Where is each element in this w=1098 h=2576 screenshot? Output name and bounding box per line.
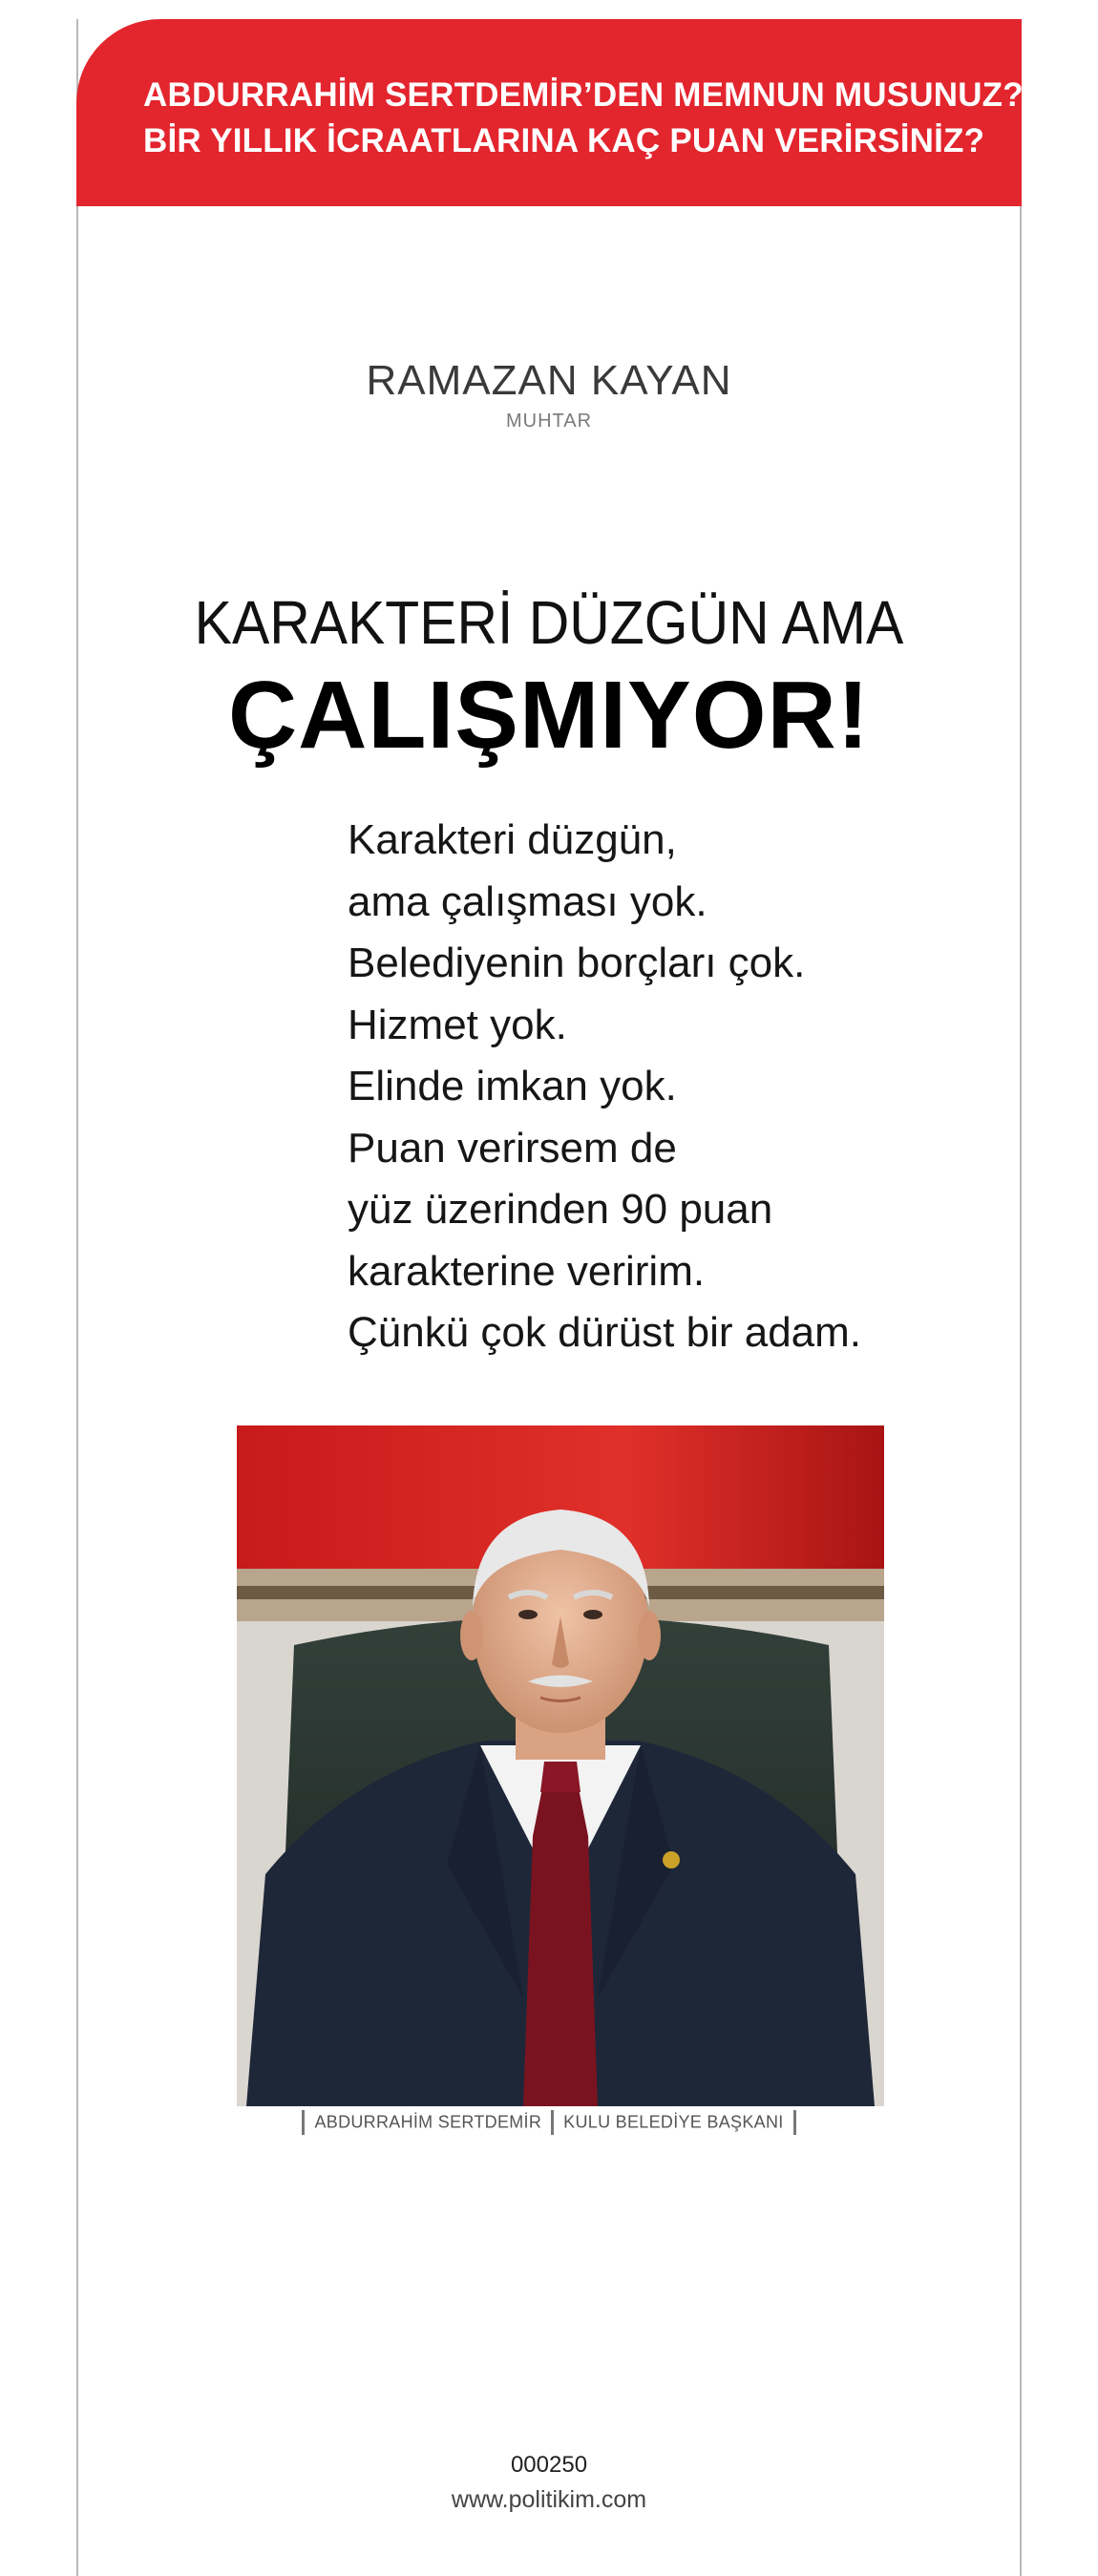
footer-url[interactable]: www.politikim.com xyxy=(451,2486,647,2513)
quote-line: Karakteri düzgün, xyxy=(348,816,677,863)
headline-line-1: KARAKTERİ DÜZGÜN AMA xyxy=(194,588,904,657)
author-role: MUHTAR xyxy=(505,411,593,432)
quote-line: yüz üzerinden 90 puan xyxy=(348,1186,773,1233)
header-banner xyxy=(76,19,1022,206)
headline-line-2: ÇALIŞMIYOR! xyxy=(227,662,871,769)
portrait-photo xyxy=(237,1425,884,2106)
header-line-2: BİR YILLIK İCRAATLARINA KAÇ PUAN VERİRSİNİZ? xyxy=(143,122,985,159)
portrait-illustration xyxy=(237,1425,884,2106)
quote-block xyxy=(348,810,959,1364)
footer-code: 000250 xyxy=(510,2452,588,2478)
author-name: RAMAZAN KAYAN xyxy=(366,357,732,404)
caption-name: ABDURRAHİM SERTDEMİR xyxy=(314,2112,542,2132)
caption-divider xyxy=(793,2110,796,2135)
quote-line: karakterine veririm. xyxy=(348,1247,706,1295)
header-line-1: ABDURRAHİM SERTDEMİR’DEN MEMNUN MUSUNUZ? xyxy=(143,76,1024,114)
caption-title: KULU BELEDİYE BAŞKANI xyxy=(563,2112,784,2132)
quote-line: Çünkü çok dürüst bir adam. xyxy=(348,1309,862,1356)
caption-divider xyxy=(302,2110,305,2135)
quote-line: Elinde imkan yok. xyxy=(348,1063,677,1109)
quote-line: Belediyenin borçları çok. xyxy=(348,940,806,986)
photo-caption xyxy=(0,2110,1098,2135)
caption-divider xyxy=(551,2110,554,2135)
quote-line: ama çalışması yok. xyxy=(348,877,707,925)
quote-line: Puan verirsem de xyxy=(348,1124,677,1172)
quote-line: Hizmet yok. xyxy=(348,1001,567,1048)
